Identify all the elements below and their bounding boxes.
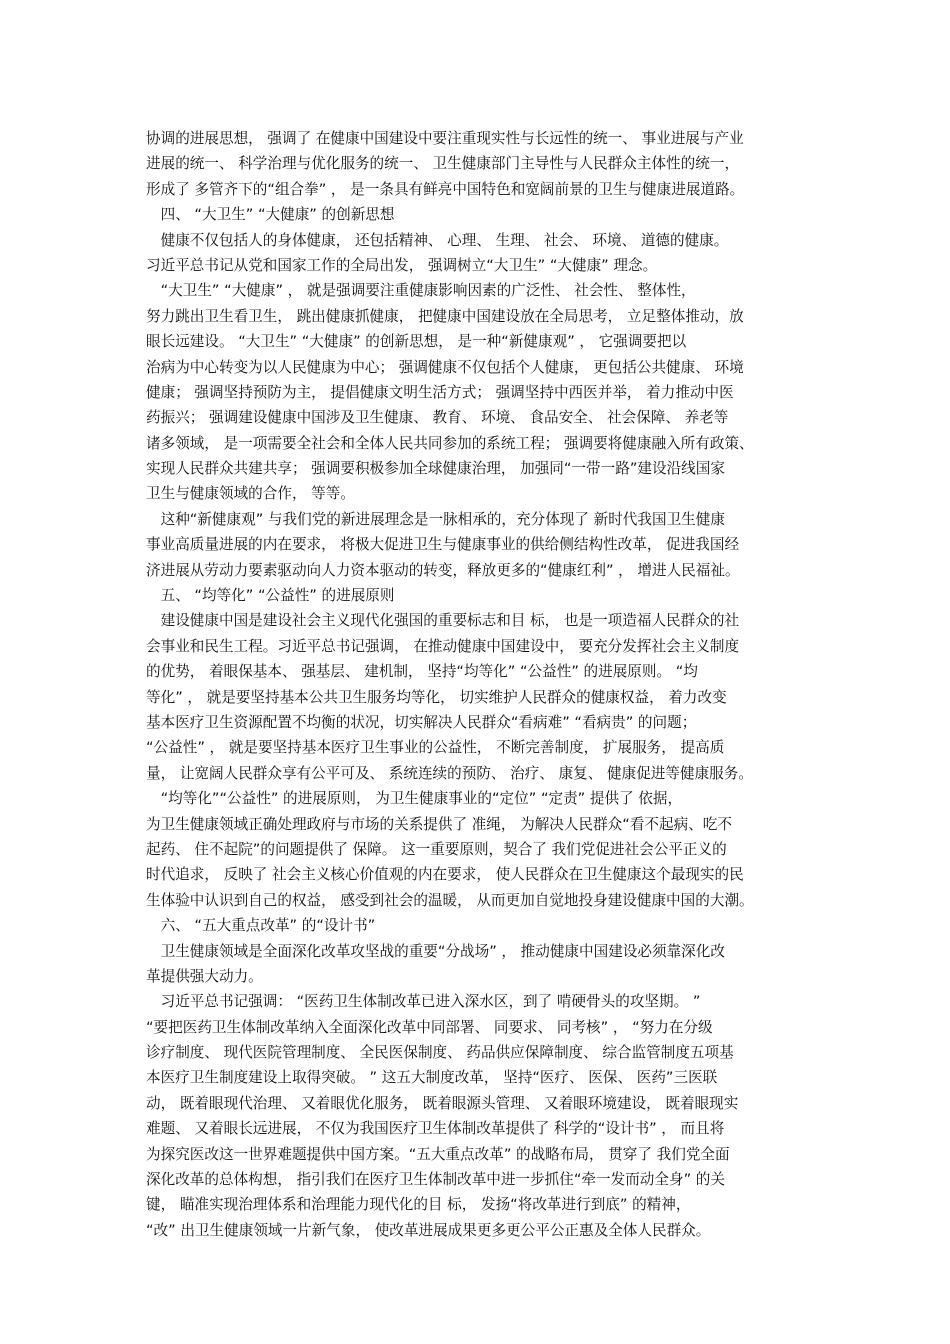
text-line: 这种“新健康观” 与我们党的新进展理念是一脉相承的，充分体现了 新时代我国卫生健康 (146, 510, 725, 528)
text-line: 健康不仅包括人的身体健康， 还包括精神、 心理、 生理、 社会、 环境、 道德的健康。 (146, 231, 729, 249)
text-line: 卫生与健康领域的合作， 等等。 (146, 485, 355, 503)
text-line: 济进展从劳动力要素驱动向人力资本驱动的转变，释放更多的“健康红利” ， 增进人民福祉。 (146, 561, 740, 579)
text-line: “改” 出卫生健康领域一片新气象， 使改革进展成果更多更公平公正惠及全体人民群众。 (146, 1221, 711, 1239)
section-heading: 四、 “大卫生” “大健康” 的创新思想 (146, 206, 395, 224)
text-line: 动， 既着眼现代治理、 又着眼优化服务， 既着眼源头管理、 又着眼环境建设， 既着眼现实 (146, 1094, 739, 1112)
text-line: 形成了 多管齐下的“组合拳” ， 是一条具有鲜亮中国特色和宽阔前景的卫生与健康进展道路。 (146, 180, 745, 198)
text-line: 本医疗卫生制度建设上取得突破。 ” 这五大制度改革， 坚持“医疗、 医保、 医药”三医联 (146, 1069, 718, 1087)
text-line: 诊疗制度、 现代医院管理制度、 全民医保制度、 药品供应保障制度、 综合监管制度五项基 (146, 1044, 734, 1062)
text-line: 的优势， 着眼保基本、 强基层、 建机制， 坚持“均等化” “公益性” 的进展原则。 “均 (146, 663, 698, 681)
text-line: 治病为中心转变为以人民健康为中心； 强调健康不仅包括个人健康， 更包括公共健康、 环境 (146, 358, 744, 376)
text-line: 卫生健康领域是全面深化改革攻坚战的重要“分战场” ， 推动健康中国建设必须靠深化改 (146, 942, 725, 960)
text-line: 协调的进展思想， 强调了 在健康中国建设中要注重现实性与长远性的统一、 事业进展与产业 (146, 130, 744, 147)
text-line: “均等化”“公益性” 的进展原则， 为卫生健康事业的“定位” “定责” 提供了 依据， (146, 790, 683, 808)
text-line: 会事业和民生工程。习近平总书记强调， 在推动健康中国建设中， 要充分发挥社会主义制度 (146, 637, 740, 655)
text-line: 健康； 强调坚持预防为主， 提倡健康文明生活方式； 强调坚持中西医并举， 着力推动中医 (146, 383, 734, 401)
text-line: 努力跳出卫生看卫生， 跳出健康抓健康， 把健康中国建设放在全局思考， 立足整体推动，放 (146, 307, 744, 325)
text-line: 生体验中认识到自己的权益， 感受到社会的温暖， 从而更加自觉地投身建设健康中国的大潮。 (146, 891, 754, 909)
text-line: 事业高质量进展的内在要求， 将极大促进卫生与健康事业的供给侧结构性改革， 促进我国经 (146, 536, 740, 554)
text-line: 基本医疗卫生资源配置不均衡的状况，切实解决人民群众“看病难” “看病贵” 的问题； (146, 713, 697, 731)
text-line: 诸多领域， 是一项需要全社会和全体人民共同参加的系统工程； 强调要将健康融入所有政策、 (146, 434, 754, 452)
text-line: “公益性” ， 就是要坚持基本医疗卫生事业的公益性， 不断完善制度， 扩展服务， 提高质 (146, 739, 725, 757)
section-heading: 六、 “五大重点改革” 的“设计书” (146, 917, 376, 935)
text-line: 习近平总书记强调： “医药卫生体制改革已进入深水区，到了 啃硬骨头的攻坚期。 ” (146, 993, 701, 1011)
text-line: 眼长远建设。 “大卫生” “大健康” 的创新思想， 是一种“新健康观” ， 它强调要把以 (146, 333, 687, 351)
document-body (146, 126, 814, 1243)
text-line: 难题、 又着眼长远进展， 不仅为我国医疗卫生体制改革提供了 科学的“设计书” ， 而且将 (146, 1120, 725, 1138)
text-line: 量， 让宽阔人民群众享有公平可及、 系统连续的预防、 治疗、 康复、 健康促进等健康服务。 (146, 764, 753, 782)
text-line: 键， 瞄准实现治理体系和治理能力现代化的目 标， 发扬“将改革进行到底” 的精神， (146, 1196, 691, 1214)
text-line: 起药、 住不起院”的问题提供了 保障。 这一重要原则，契合了 我们党促进社会公平正义的 (146, 840, 727, 858)
text-line: 为卫生健康领域正确处理政府与市场的关系提供了 准绳， 为解决人民群众“看不起病、吃不 (146, 815, 732, 833)
text-line: 进展的统一、 科学治理与优化服务的统一、 卫生健康部门主导性与人民群众主体性的统一， (146, 155, 740, 173)
text-line: 为探究医改这一世界难题提供中国方案。“五大重点改革” 的战略布局， 贯穿了 我们党全面 (146, 1145, 730, 1163)
section-heading: 五、 “均等化” “公益性” 的进展原则 (146, 587, 395, 605)
text-line: 药振兴； 强调建设健康中国涉及卫生健康、 教育、 环境、 食品安全、 社会保障、 养老等 (146, 409, 729, 427)
text-line: “要把医药卫生体制改革纳入全面深化改革中同部署、 同要求、 同考核” ， “努力在分级 (146, 1018, 713, 1036)
text-line: 深化改革的总体构想， 指引我们在医疗卫生体制改革中进一步抓住“牵一发而动全身” 的关 (146, 1171, 725, 1189)
text-line: 实现人民群众共建共享； 强调要积极参加全球健康治理， 加强同“一带一路”建设沿线国家 (146, 460, 725, 478)
text-line: 时代追求， 反映了 社会主义核心价值观的内在要求， 使人民群众在卫生健康这个最现实的民 (146, 866, 744, 884)
text-line: 革提供强大动力。 (146, 967, 263, 985)
text-line: 建设健康中国是建设社会主义现代化强国的重要标志和目 标， 也是一项造福人民群众的社 (146, 612, 740, 630)
text-line: “大卫生” “大健康” ， 就是强调要注重健康影响因素的广泛性、 社会性、 整体性， (146, 282, 696, 300)
text-line: 等化” ， 就是要坚持基本公共卫生服务均等化， 切实维护人民群众的健康权益， 着力改变 (146, 688, 727, 706)
text-line: 习近平总书记从党和国家工作的全局出发， 强调树立“大卫生” “大健康” 理念。 (146, 256, 658, 274)
